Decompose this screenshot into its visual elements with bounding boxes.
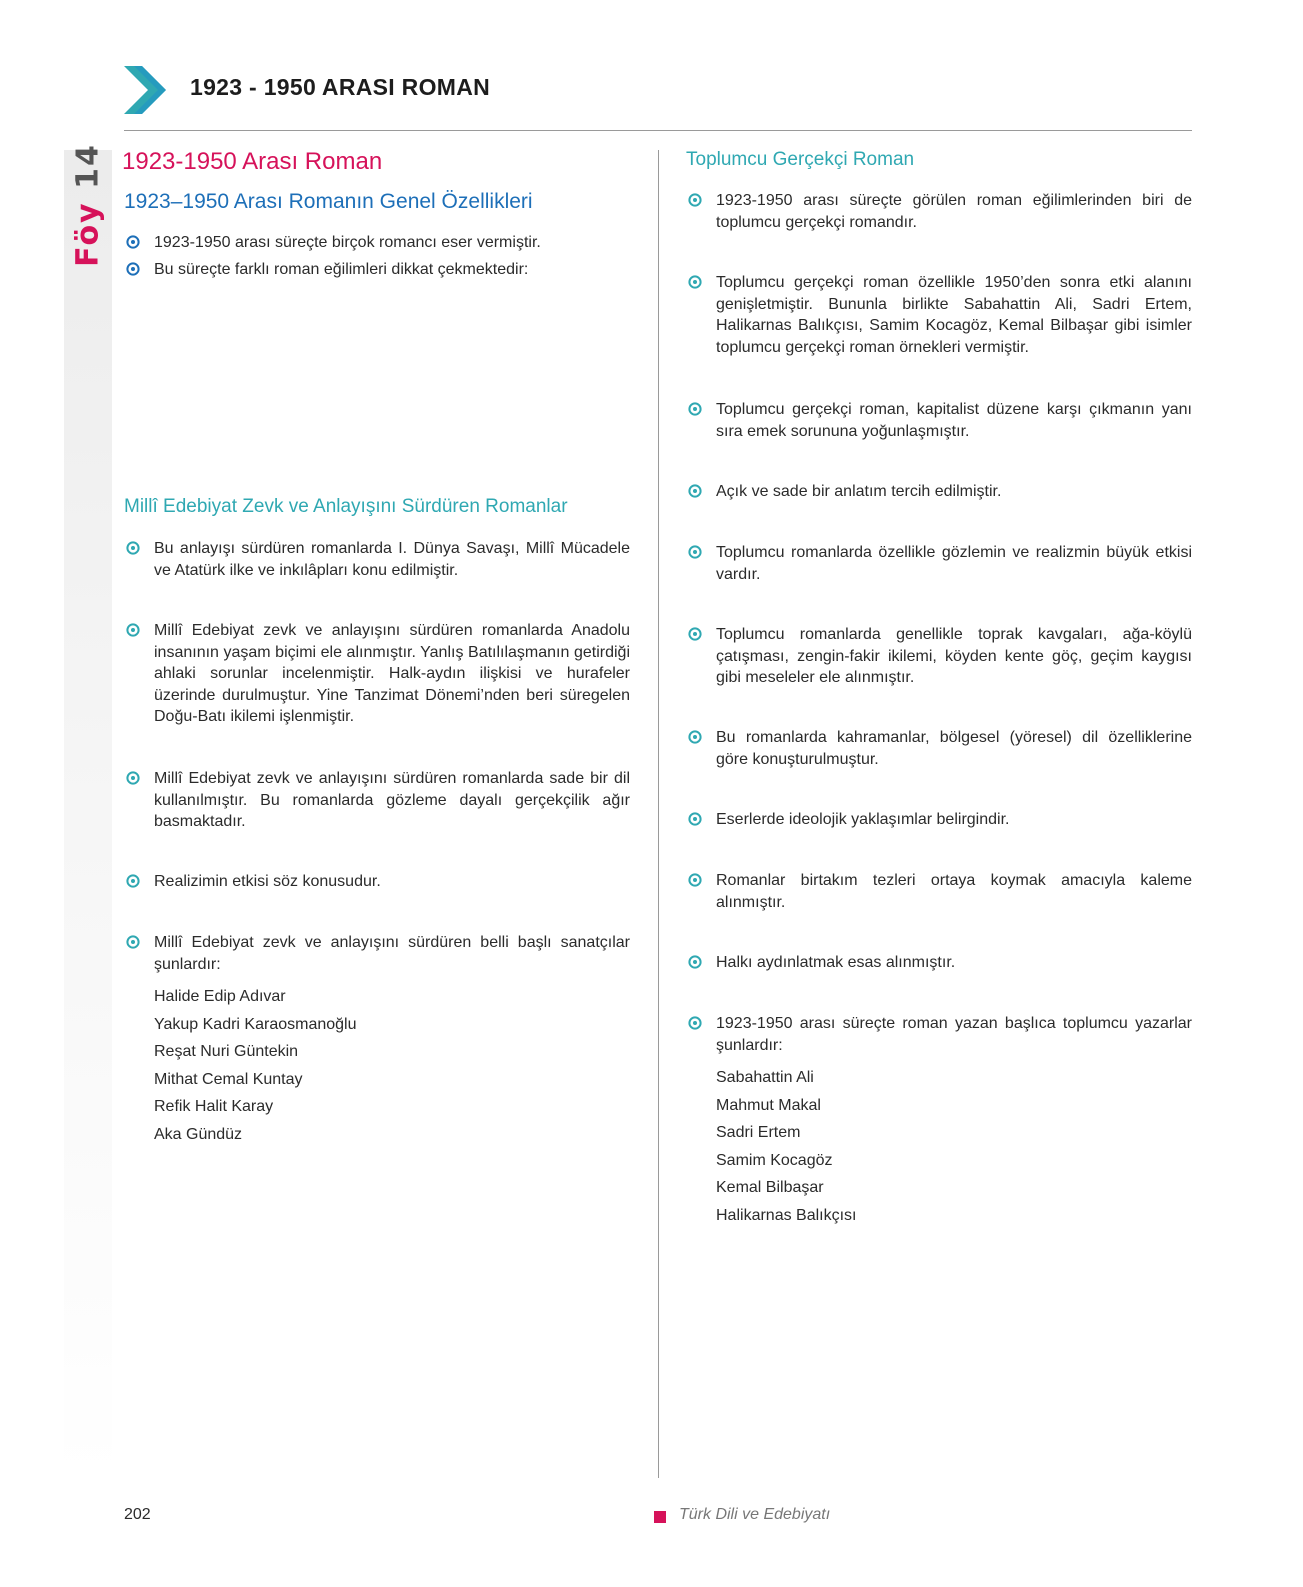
list-item-text: Realizimin etkisi söz konusudur. [154, 873, 381, 890]
target-bullet-icon [688, 1016, 702, 1030]
target-bullet-icon [688, 545, 702, 559]
list-item-text: Toplumcu gerçekçi roman özellikle 1950’den sonra etki alanını genişletmiştir. Bununla birlikte Sabahattin Ali, Sadri Ertem, Halikarnas Balıkçısı, Samim Kocagöz, Kemal Bilbaşar gibi isimler toplumcu gerçekçi roman örnekleri vermiştir. [716, 274, 1192, 356]
author-name: Halide Edip Adıvar [154, 988, 286, 1005]
list-item [716, 624, 1192, 689]
author-name: Refik Halit Karay [154, 1098, 274, 1115]
target-bullet-icon [126, 771, 140, 785]
list-item-text: Bu süreçte farklı roman eğilimleri dikkat çekmektedir: [154, 261, 529, 278]
list-item-text: 1923-1950 arası süreçte görülen roman eğilimlerinden biri de toplumcu gerçekçi romandır. [716, 192, 1192, 231]
author-name: Kemal Bilbaşar [716, 1179, 824, 1196]
author-name: Sadri Ertem [716, 1124, 801, 1141]
page-title: 1923 - 1950 ARASI ROMAN [190, 74, 491, 100]
target-bullet-icon [126, 623, 140, 637]
list-item [154, 538, 630, 581]
target-bullet-icon [126, 262, 140, 276]
section-tab [62, 143, 114, 267]
author-name: Mahmut Makal [716, 1096, 821, 1114]
list-item [716, 1013, 1192, 1056]
list-item-text: Bu anlayışı sürdüren romanlarda I. Dünya Savaşı, Millî Mücadele ve Atatürk ilke ve inkılâpları konu edilmiştir. [154, 540, 630, 579]
list-item [154, 232, 634, 254]
list-item-text: Millî Edebiyat zevk ve anlayışını sürdüren romanlarda sade bir dil kullanılmıştır. Bu romanlarda gözleme dayalı gerçekçilik ağır basmaktadır. [154, 770, 630, 830]
target-bullet-icon [688, 873, 702, 887]
target-bullet-icon [688, 627, 702, 641]
list-item-text: Toplumcu gerçekçi roman, kapitalist düzene karşı çıkmanın yanı sıra emek sorununa yoğunlaşmıştır. [716, 401, 1192, 440]
list-item [154, 932, 630, 975]
list-item [716, 272, 1192, 358]
list-item [716, 399, 1192, 442]
list-item-text: Romanlar birtakım tezleri ortaya koymak amacıyla kaleme alınmıştır. [716, 872, 1192, 911]
list-item-text: 1923-1950 arası süreçte roman yazan başlıca toplumcu yazarlar şunlardır: [716, 1015, 1192, 1054]
target-bullet-icon [688, 730, 702, 744]
book-title: Türk Dili ve Edebiyatı [679, 1506, 831, 1523]
target-bullet-icon [688, 812, 702, 826]
author-list [716, 1064, 857, 1229]
list-item-text: Millî Edebiyat zevk ve anlayışını sürdüren romanlarda Anadolu insanının yaşam biçimi ele alınmıştır. Yanlış Batılılaşmanın getirdiği ahlaki sorunlar incelenmiştir. Halk-aydın ilişkisi ve hurafeler üzerinde durulmuştur. Yine Tanzimat Dönemi’nden beri süregelen Doğu-Batı ikilemi işlenmiştir. [154, 622, 630, 725]
author-name: Reşat Nuri Güntekin [154, 1043, 299, 1060]
list-item-text: Millî Edebiyat zevk ve anlayışını sürdüren belli başlı sanatçılar şunlardır: [154, 934, 630, 973]
author-name: Sabahattin Ali [716, 1069, 814, 1086]
list-item [716, 542, 1192, 585]
list-item [716, 190, 1192, 233]
section-tab-number: 14 [70, 143, 106, 189]
target-bullet-icon [126, 874, 140, 888]
target-bullet-icon [688, 402, 702, 416]
target-bullet-icon [126, 235, 140, 249]
author-list [154, 983, 357, 1148]
author-name: Samim Kocagöz [716, 1151, 833, 1169]
footer-square-icon [654, 1511, 666, 1523]
page-number: 202 [124, 1506, 151, 1523]
list-item-text: Toplumcu romanlarda özellikle gözlemin ve realizmin büyük etkisi vardır. [716, 544, 1192, 583]
author-name: Halikarnas Balıkçısı [716, 1206, 857, 1224]
author-name: Aka Gündüz [154, 1125, 243, 1143]
list-item [154, 871, 630, 893]
author-name: Yakup Kadri Karaosmanoğlu [154, 1015, 357, 1033]
list-item-text: Eserlerde ideolojik yaklaşımlar belirgindir. [716, 811, 1010, 828]
toplumcu-heading: Toplumcu Gerçekçi Roman [686, 149, 915, 170]
list-item [716, 870, 1192, 913]
list-item [716, 952, 1192, 974]
header-divider [124, 130, 1192, 131]
target-bullet-icon [688, 484, 702, 498]
author-name: Mithat Cemal Kuntay [154, 1070, 303, 1088]
section-tab-label: Föy [70, 201, 106, 267]
list-item [154, 768, 630, 833]
list-item [716, 727, 1192, 770]
target-bullet-icon [126, 935, 140, 949]
list-item-text: Bu romanlarda kahramanlar, bölgesel (yöresel) dil özelliklerine göre konuşturulmuştur. [716, 729, 1192, 768]
list-item [716, 809, 1192, 831]
column-divider [658, 150, 659, 1478]
list-item-text: Halkı aydınlatmak esas alınmıştır. [716, 954, 956, 971]
list-item-text: Toplumcu romanlarda genellikle toprak kavgaları, ağa-köylü çatışması, zengin-fakir ikilemi, köyden kente göç, geçim kaygısı gibi meseleler ele alınmıştır. [716, 626, 1192, 686]
list-item-text: Açık ve sade bir anlatım tercih edilmiştir. [716, 483, 1002, 500]
side-strip [64, 150, 112, 1480]
target-bullet-icon [126, 541, 140, 555]
list-item [154, 620, 630, 728]
general-features-heading: 1923–1950 Arası Romanın Genel Özellikleri [124, 190, 533, 213]
list-item [154, 259, 634, 281]
list-item-text: 1923-1950 arası süreçte birçok romancı eser vermiştir. [154, 234, 541, 251]
chevron-right-icon [124, 66, 166, 114]
milli-edebiyat-heading: Millî Edebiyat Zevk ve Anlayışını Sürdüren Romanlar [124, 496, 568, 517]
list-item [716, 481, 1192, 503]
target-bullet-icon [688, 275, 702, 289]
target-bullet-icon [688, 955, 702, 969]
target-bullet-icon [688, 193, 702, 207]
section-title: 1923-1950 Arası Roman [122, 148, 383, 175]
